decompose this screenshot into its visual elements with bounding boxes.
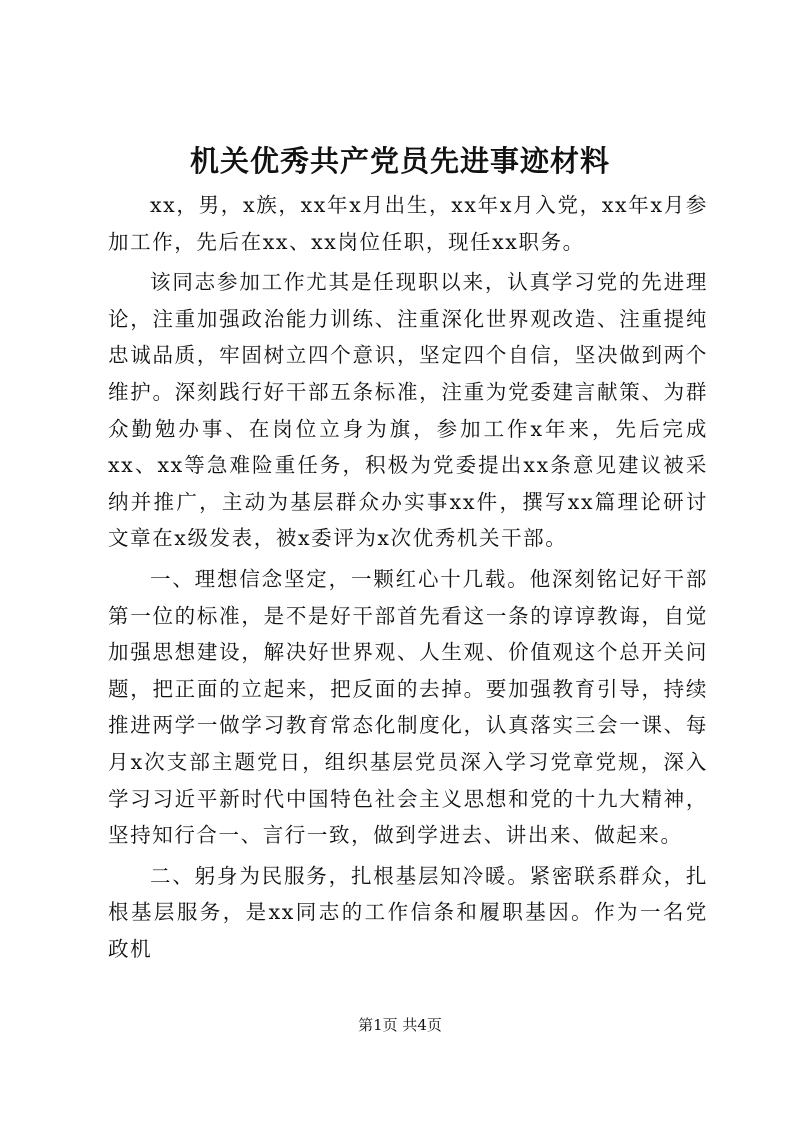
- page-number-footer: 第1页 共4页: [358, 1016, 442, 1034]
- paragraph-intro: xx，男，x族，xx年x月出生，xx年x月入党，xx年x月参加工作，先后在xx、xx岗位任职，现任xx职务。: [108, 193, 708, 254]
- paragraph-section-one: 一、理想信念坚定，一颗红心十几载。他深刻铭记好干部第一位的标准，是不是好干部首先看这一条的谆谆教诲，自觉加强思想建设，解决好世界观、人生观、价值观这个总开关问题，把正面的立起来，把反面的去掉。要加强教育引导，持续推进两学一做学习教育常态化制度化，认真落实三会一课、每月x次支部主题党日，组织基层党员深入学习党章党规，深入学习习近平新时代中国特色社会主义思想和党的十九大精神，坚持知行合一、言行一致，做到学进去、讲出来、做起来。: [108, 566, 708, 848]
- document-body: [108, 187, 708, 971]
- document-title: 机关优秀共产党员先进事迹材料: [189, 144, 610, 178]
- paragraph-section-two: 二、躬身为民服务，扎根基层知冷暖。紧密联系群众，扎根基层服务，是xx同志的工作信条和履职基因。作为一名党政机: [108, 863, 708, 961]
- paragraph-summary: 该同志参加工作尤其是任现职以来，认真学习党的先进理论，注重加强政治能力训练、注重深化世界观改造、注重提纯忠诚品质，牢固树立四个意识，坚定四个自信，坚决做到两个维护。深刻践行好干部五条标准，注重为党委建言献策、为群众勤勉办事、在岗位立身为旗，参加工作x年来，先后完成xx、xx等急难险重任务，积极为党委提出xx条意见建议被采纳并推广，主动为基层群众办实事xx件，撰写xx篇理论研讨文章在x级发表，被x委评为x次优秀机关干部。: [108, 270, 708, 551]
